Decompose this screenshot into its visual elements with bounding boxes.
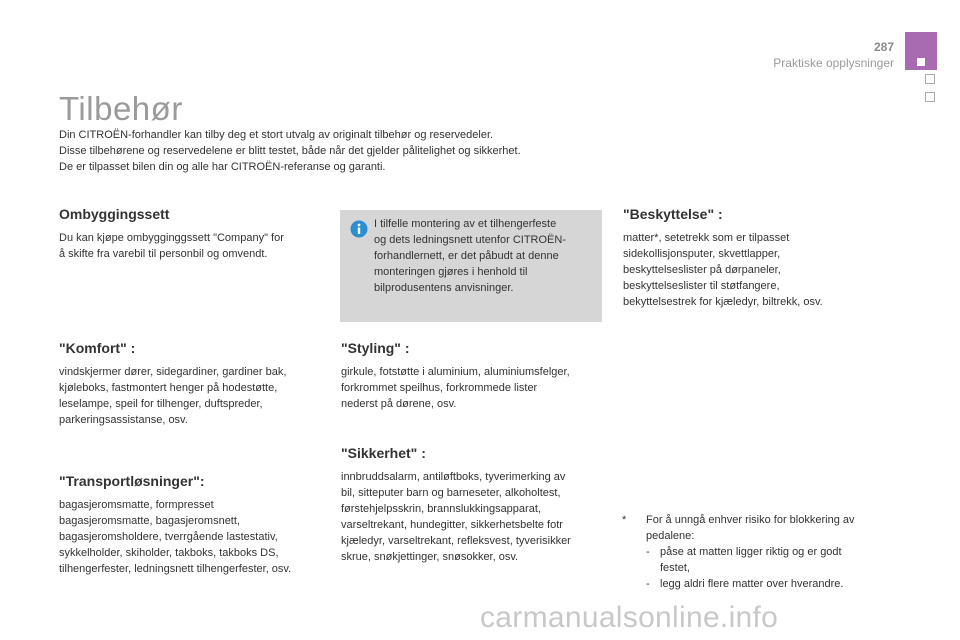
section-styling — [341, 340, 570, 412]
page-title: Tilbehør — [59, 90, 183, 127]
section-heading: "Sikkerhet" : — [341, 445, 426, 461]
info-note — [340, 210, 602, 322]
bullet-text: festet, — [660, 562, 690, 574]
bullet-dash: - — [646, 578, 650, 590]
footnote-text: For å unngå enhver risiko for blokkering av — [646, 514, 855, 526]
footnote-marker: * — [622, 514, 627, 526]
section-transport — [59, 473, 291, 577]
section-beskyttelse — [623, 206, 823, 310]
bullet-text: påse at matten ligger riktig og er godt — [660, 546, 842, 558]
info-note-text: I tilfelle montering av et tilhengerfeste og dets ledningsnett utenfor CITROËN- forhandlernett, er det påbudt at denne monteringen gjøres i henhold til bilprodusentens anvisninger. — [374, 218, 566, 294]
tab-box-icon — [925, 74, 935, 84]
section-body: vindskjermer dører, sidegardiner, gardiner bak, kjøleboks, fastmontert henger på hodestøtte, leselampe, speil for tilhenger, duftspreder, parkeringsassistanse, osv. — [59, 366, 287, 426]
section-body: Du kan kjøpe ombygginggssett "Company" for å skifte fra varebil til personbil og omvendt. — [59, 232, 284, 260]
section-sikkerhet — [341, 445, 571, 565]
section-heading: "Styling" : — [341, 340, 410, 356]
section-heading: "Komfort" : — [59, 340, 136, 356]
footnote-text: pedalene: — [646, 530, 695, 542]
watermark: carmanualsonline.info — [480, 601, 779, 634]
chapter-tab[interactable] — [905, 32, 937, 70]
tab-square-icon — [917, 58, 925, 66]
section-body: girkule, fotstøtte i aluminium, aluminiumsfelger, forkrommet speilhus, forkrommede lister nederst på dørene, osv. — [341, 366, 570, 410]
tab-box-icon — [925, 92, 935, 102]
section-heading: "Transportløsninger": — [59, 473, 205, 489]
section-heading: "Beskyttelse" : — [623, 206, 723, 222]
section-body: bagasjeromsmatte, formpresset bagasjeromsmatte, bagasjeromsnett, bagasjeromsholdere, tverrgående lastestativ, sykkelholder, skiholder, takboks, takboks DS, tilhengerfester, ledningsnett tilhengerfester, osv. — [59, 499, 292, 575]
section-body: innbruddsalarm, antiløftboks, tyverimerking av bil, sitteputer barn og barneseter, alkoholtest, førstehjelpsskrin, brannslukkingsapparat, varseltrekant, hundegitter, sikkerhetsbelte fotr kjæledyr, varseltrekant, refleksvest, tyverisikker skrue, snøkjettinger, snøsokker, osv. — [341, 471, 571, 563]
bullet-dash: - — [646, 546, 650, 558]
info-icon — [350, 220, 368, 238]
section-title: Praktiske opplysninger — [773, 56, 894, 70]
intro-text: Din CITROËN-forhandler kan tilby deg et stort utvalg av originalt tilbehør og reservedeler. Disse tilbehørene og reservedelene er blitt testet, både når det gjelder pålitelighet og sikkerhet. De er tilpasset bilen din og alle har CITROËN-referanse og garanti. — [59, 129, 521, 173]
page-number: 287 — [873, 40, 894, 54]
section-komfort — [59, 340, 286, 428]
footnote — [622, 512, 855, 592]
section-heading: Ombyggingssett — [59, 206, 170, 222]
bullet-text: legg aldri flere matter over hverandre. — [660, 578, 844, 590]
section-body: matter*, setetrekk som er tilpasset sidekollisjonsputer, skvettlapper, beskyttelseslister på dørpaneler, beskyttelseslister til støtfangere, bekyttelsestrek for kjæledyr, biltrekk, osv. — [623, 232, 823, 308]
section-ombygging — [59, 206, 284, 262]
